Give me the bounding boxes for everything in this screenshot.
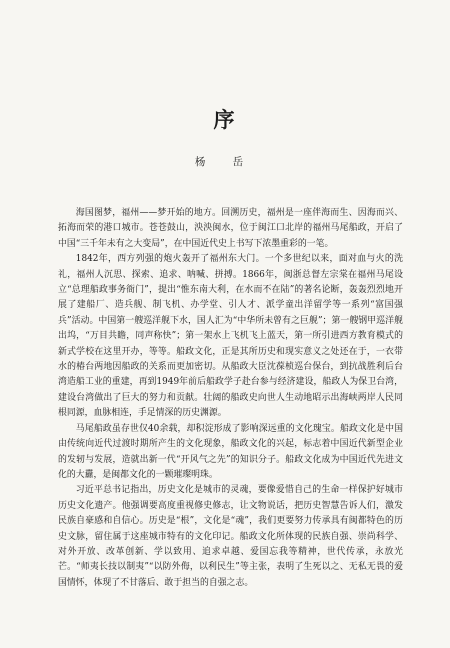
preface-title: 序 [213, 107, 237, 132]
paragraph: 马尾船政虽存世仅40余载，却积淀形成了影响深远重的文化瑰宝。船政文化是中国由传统向近代过渡时期所产生的文化现象，船政文化的兴起，标志着中国近代新型企业的发轫与发展，造就出新一代“开风气之先”的知识分子。船政文化成为中国近代先进文化的大纛，是闽都文化的一颗璀璨明珠。 [58, 423, 403, 480]
author-name: 杨 岳 [194, 156, 256, 168]
paragraph: 海国图梦，福州——梦开始的地方。回溯历史，福州是一座伴海而生、因海而兴、拓海而荣的港口城市。苍苍鼓山，泱泱闽水，位于闽江口北岸的福州马尾船政，开启了中国“三千年未有之大变局”，在中国近代史上书写下浓墨重彩的一笔。 [58, 208, 403, 249]
preface-body [58, 206, 403, 591]
paragraph: 1842年，西方列强的炮火轰开了福州东大门。一个多世纪以来，面对血与火的洗礼，福州人沉思、探索、追求、呐喊、拼搏。1866年，闽浙总督左宗棠在福州马尾设立“总理船政事务衙门”，提出“惟东南大利，在水而不在陆”的著名论断，轰轰烈烈地开展了建船厂、造兵舰、制飞机、办学堂、引人才、派学童出洋留学等一系列“富国强兵”活动。中国第一艘巡洋舰下水，国人汇为“中华所未曾有之巨舰”；第一艘钢甲巡洋舰出坞，“万目共瞻，同声称快”；第一架水上飞机飞上蓝天，第一所引进西方教育模式的新式学校在这里开办，等等。船政文化，正是其所历史和现实意义之处还在于，一衣带水的椿台两地因船政的关系而更加密切。从船政大臣沈葆桢巡台保台，到抗战胜利后台湾造船工业的重建，再到1949年前后船政学子赴台参与经济建设，船政人为保卫台湾，建设台湾做出了巨大的努力和贡献。壮阔的船政史向世人生动地昭示出海峡两岸人民同根同源，血脉相连，手足情深的历史渊源。 [58, 254, 403, 419]
paragraph: 习近平总书记指出，历史文化是城市的灵魂，要像爱惜自己的生命一样保护好城市历史文化遗产。他强调要高度重视修史修志，让文物说话，把历史智慧告诉人们，激发民族自豪感和自信心。历史是“根”，文化是“魂”，我们更要努力传承具有闽都特色的历史文脉，留住属于这座城市特有的文化印记。船政文化所体现的民族自强、崇尚科学、对外开放、改革创新、学以致用、追求卓越、爱国忘我等精神，世代传承，永放光芒。“师夷长技以制夷”“以防外侮，以利民生”等主张，表明了生死以之、无私无畏的爱国情怀，体现了不甘落后、敢于担当的自强之志。 [58, 485, 403, 588]
